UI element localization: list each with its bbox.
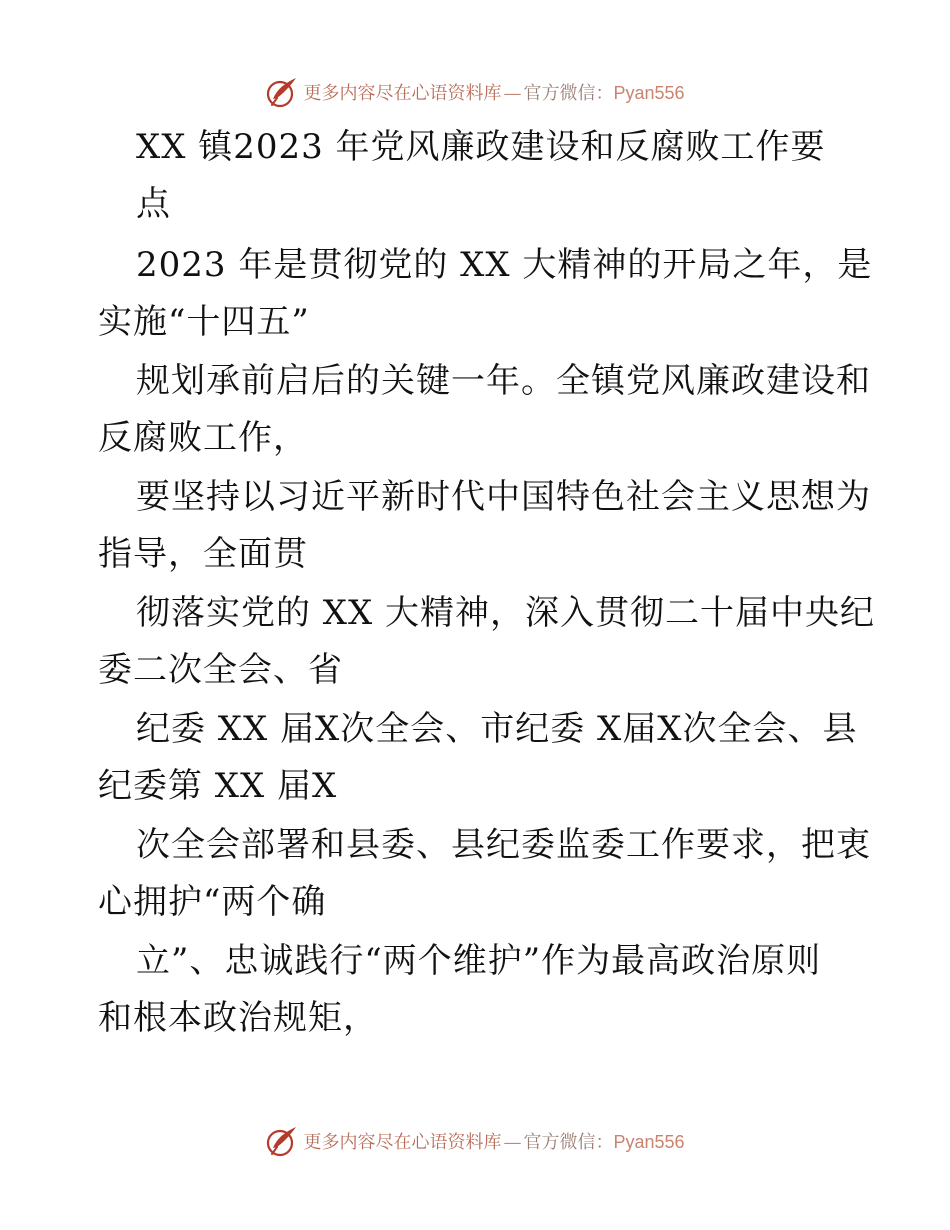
paragraph-line: 心拥护“两个确 bbox=[98, 882, 327, 922]
quill-feather-logo-icon bbox=[265, 75, 299, 109]
watermark-text bbox=[303, 79, 684, 105]
paragraph-line: 2023 年是贯彻党的 XX 大精神的开局之年，是 bbox=[136, 245, 873, 285]
document-title-line-2: 点 bbox=[136, 184, 171, 224]
paragraph-line: 立”、忠诚践行“两个维护”作为最高政治原则 bbox=[136, 941, 822, 981]
paragraph-line: 反腐败工作， bbox=[98, 418, 308, 458]
header-watermark bbox=[0, 70, 950, 114]
watermark-site-text: 更多内容尽在心语资料库 bbox=[303, 1132, 502, 1153]
paragraph-line: 指导，全面贯 bbox=[98, 534, 308, 574]
paragraph-line: 和根本政治规矩， bbox=[98, 998, 378, 1038]
paragraph-line: 要坚持以习近平新时代中国特色社会主义思想为 bbox=[136, 477, 871, 517]
paragraph-line: 实施“十四五” bbox=[98, 302, 310, 342]
paragraph-line: 纪委第 XX 届X bbox=[98, 766, 338, 806]
paragraph-line: 委二次全会、省 bbox=[98, 650, 343, 690]
watermark-wechat-label: 官方微信： bbox=[523, 83, 614, 104]
paragraph-line: 次全会部署和县委、县纪委监委工作要求，把衷 bbox=[136, 825, 871, 865]
quill-feather-logo-icon bbox=[265, 1124, 299, 1158]
watermark-wechat-id: Pyan556 bbox=[613, 83, 685, 103]
watermark-dash: — bbox=[503, 83, 522, 104]
watermark-dash: — bbox=[503, 1132, 522, 1153]
document-title-line-1: XX 镇2023 年党风廉政建设和反腐败工作要 bbox=[136, 127, 826, 167]
watermark-wechat-id: Pyan556 bbox=[613, 1132, 685, 1152]
paragraph-line: 规划承前启后的关键一年。全镇党风廉政建设和 bbox=[136, 361, 871, 401]
watermark-text bbox=[303, 1128, 684, 1154]
watermark-site-text: 更多内容尽在心语资料库 bbox=[303, 83, 502, 104]
footer-watermark bbox=[0, 1119, 950, 1163]
watermark-wechat-label: 官方微信： bbox=[523, 1132, 614, 1153]
paragraph-line: 彻落实党的 XX 大精神，深入贯彻二十届中央纪 bbox=[136, 593, 876, 633]
paragraph-line: 纪委 XX 届X次全会、市纪委 X届X次全会、县 bbox=[136, 709, 858, 749]
